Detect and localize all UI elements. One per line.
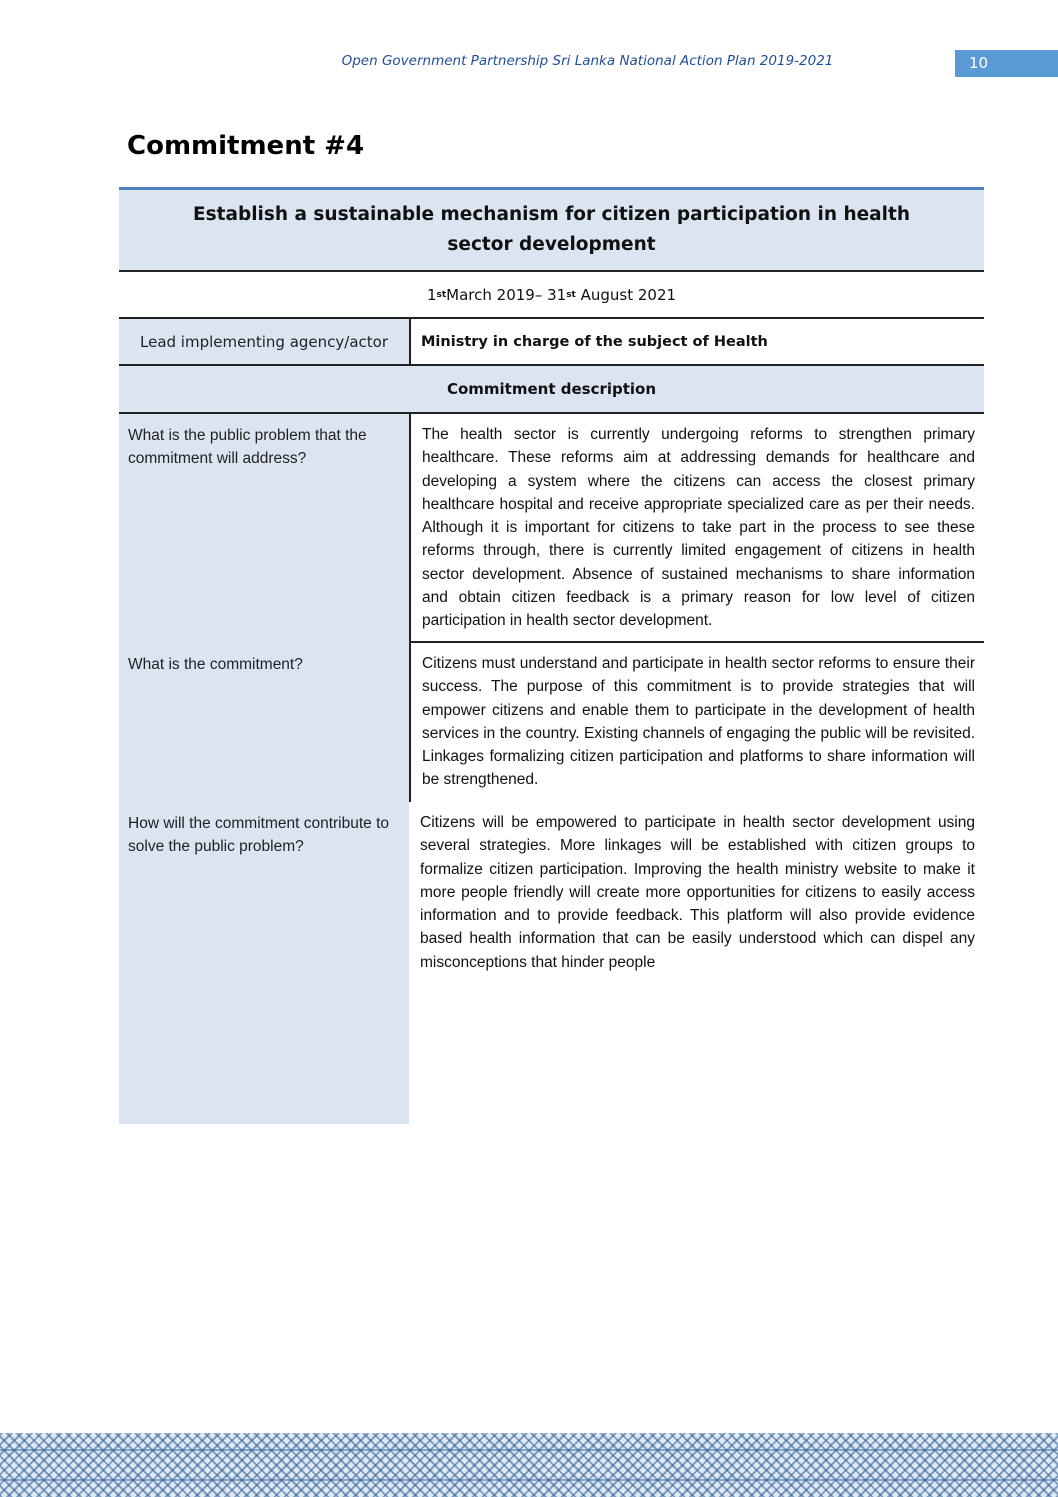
question-commitment: What is the commitment? bbox=[119, 643, 409, 802]
lead-agency-label: Lead implementing agency/actor bbox=[119, 319, 409, 364]
commitment-description-heading: Commitment description bbox=[119, 366, 984, 414]
end-day: 31 bbox=[547, 285, 567, 304]
commitment-table bbox=[119, 187, 984, 1124]
running-header-title: Open Government Partnership Sri Lanka National Action Plan 2019-2021 bbox=[341, 53, 834, 69]
table-row bbox=[119, 414, 984, 643]
answer-contribution: Citizens will be empowered to participate in health sector development using several strategies. More linkages will be established with citizen groups to formalize citizen participation. Improving the health ministry website to make it more people friendly will create more opportunities for citizens to easily access information and to provide feedback. This platform will also provide evidence based health information that can be easily understood which can dispel any misconceptions that hinder people bbox=[420, 814, 975, 971]
lead-agency-value: Ministry in charge of the subject of Health bbox=[409, 317, 984, 364]
start-day-suffix: st bbox=[436, 289, 447, 300]
commitment-title: Establish a sustainable mechanism for citizen participation in health sector development bbox=[119, 190, 984, 272]
question-public-problem: What is the public problem that the commitment will address? bbox=[119, 414, 409, 643]
start-date-rest: March 2019– bbox=[446, 285, 548, 304]
lead-agency-row bbox=[119, 319, 984, 366]
question-contribution: How will the commitment contribute to solve the public problem? bbox=[119, 802, 409, 1124]
end-day-suffix: st bbox=[566, 289, 576, 300]
table-row bbox=[119, 802, 984, 1124]
answer-public-problem: The health sector is currently undergoing reforms to strengthen primary healthcare. These reforms aim at addressing demands for healthcare and developing a system where the citizens can access the closest primary healthcare hospital and receive appropriate specialized care as per their needs. Although it is important for citizens to take part in the process to see these reforms through, there is currently limited engagement of citizens in health sector development. Absence of sustained mechanisms to share information and obtain citizen feedback is a primary reason for low level of citizen participation in health sector development. bbox=[409, 414, 984, 643]
answer-commitment: Citizens must understand and participate in health sector reforms to ensure their success. The purpose of this commitment is to provide strategies that will empower citizens and enable them to participate in the development of health services in the country. Existing channels of engaging the public will be revisited. Linkages formalizing citizen participation and platforms to share information will be strengthened. bbox=[409, 643, 984, 802]
table-row bbox=[119, 643, 984, 802]
commitment-heading: Commitment #4 bbox=[127, 131, 365, 161]
decorative-footer-pattern bbox=[0, 1433, 1058, 1497]
page-number-badge: 10 bbox=[955, 50, 1058, 77]
end-date-rest: August 2021 bbox=[575, 285, 677, 304]
start-day: 1 bbox=[426, 285, 437, 304]
commitment-date-range bbox=[119, 272, 984, 319]
